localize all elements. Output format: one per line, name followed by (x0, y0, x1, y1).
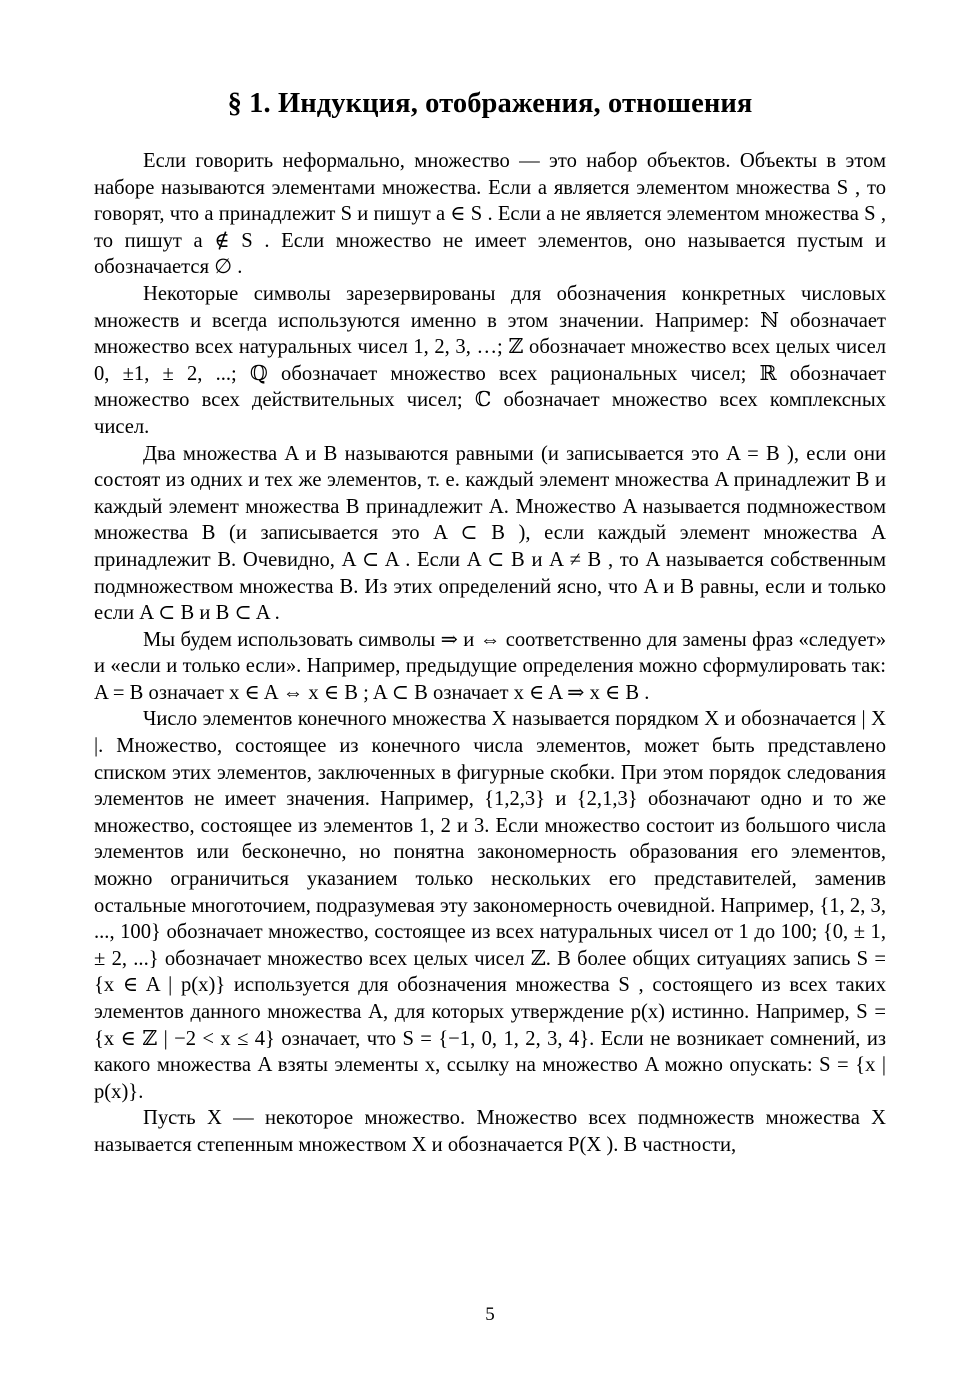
paragraph-sets-intro: Если говорить неформально, множество — это набор объектов. Объекты в этом наборе называются элементами множества. Если a является элементом множества S , то говорят, что a принадлежит S и пишут a ∈ S . Если a не является элементом множества S , то пишут a ∉ S . Если множество не имеет элементов, оно называется пустым и обозначается ∅ . (94, 150, 886, 279)
paragraph-number-sets: Некоторые символы зарезервированы для обозначения конкретных числовых множеств и всегда используются именно в этом значении. Например: ℕ обозначает множество всех натуральных чисел 1, 2, 3, …; ℤ обозначает множество всех целых чисел 0, ±1, ± 2, ...; ℚ обозначает множество всех рациональных чисел; ℝ обозначает множество всех действительных чисел; ℂ обозначает множество всех комплексных чисел. (94, 282, 886, 438)
section-title: § 1. Индукция, отображения, отношения (227, 88, 753, 119)
paragraph-equal-sets: Два множества A и B называются равными (и записывается это A = B ), если они состоят из одних и тех же элементов, т. е. каждый элемент множества A принадлежит B и каждый элемент множества B принадлежит A. Множество A называется подмножеством множества B (и записывается это A ⊂ B ), если каждый элемент множества A принадлежит B. Очевидно, A ⊂ A . Если A ⊂ B и A ≠ B , то A называется собственным подмножеством множества B. Из этих определений ясно, что A и B равны, если и только если A ⊂ B и B ⊂ A . (94, 442, 886, 625)
page-number: 5 (485, 1304, 495, 1325)
paragraph-finite-sets: Число элементов конечного множества X называется порядком X и обозначается | X |. Множество, состоящее из конечного числа элементов, может быть представлено списком этих элементов, заключенных в фигурные скобки. При этом порядок следования элементов не имеет значения. Например, {1,2,3} и {2,1,3} обозначают одно и то же множество, состоящее из элементов 1, 2 и 3. Если множество состоит из большого числа элементов или бесконечно, но понятна закономерность образования его элементов, можно ограничиться указанием только нескольких его представителей, заменив остальные многоточием, подразумевая эту закономерность очевидной. Например, {1, 2, 3, ..., 100} обозначает множество, состоящее из всех натуральных чисел от 1 до 100; {0, ± 1, ± 2, ...} обозначает множество всех целых чисел ℤ. В более общих ситуациях запись S = {x ∈ A | p(x)} используется для обозначения множества S , состоящего из всех таких элементов данного множества A, для которых утверждение p(x) истинно. Например, S = {x ∈ ℤ | −2 < x ≤ 4} означает, что S = {−1, 0, 1, 2, 3, 4}. Если не возникает сомнений, из какого множества A взяты элементы x, ссылку на множество A можно опускать: S = {x | p(x)}. (94, 708, 886, 1103)
paragraph-implication-symbols: Мы будем использовать символы ⇒ и ⇔ соответственно для замены фраз «следует» и «если и только если». Например, предыдущие определения можно сформулировать так: A = B означает x ∈ A ⇔ x ∈ B ; A ⊂ B означает x ∈ A ⇒ x ∈ B . (94, 628, 886, 704)
body-text (94, 148, 886, 1159)
paragraph-power-set: Пусть X — некоторое множество. Множество всех подмножеств множества X называется степенным множеством X и обозначается P(X ). В частности, (94, 1107, 886, 1156)
